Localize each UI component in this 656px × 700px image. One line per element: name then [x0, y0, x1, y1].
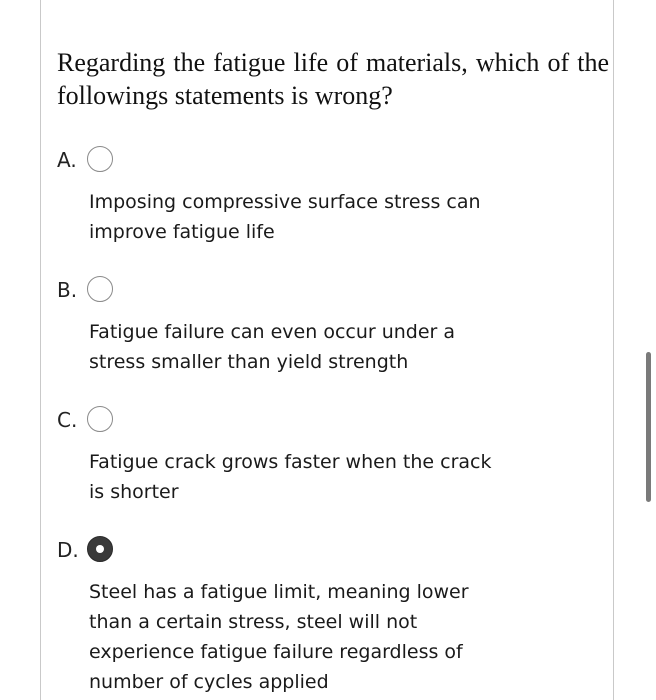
option-d-letter: D.: [57, 538, 79, 562]
option-a-radio-button[interactable]: [87, 146, 113, 172]
vertical-scrollbar[interactable]: [646, 352, 651, 502]
option-d-radio-button[interactable]: [87, 536, 113, 562]
option-b-letter: B.: [57, 278, 78, 302]
option-a-text: Imposing compressive surface stress can improve fatigue life: [89, 191, 481, 243]
question-text: Regarding the fatigue life of materials, which of the followings statements is wrong?: [57, 48, 609, 110]
option-b-radio-button[interactable]: [87, 276, 113, 302]
option-b-text: Fatigue failure can even occur under a stress smaller than yield strength: [89, 321, 456, 373]
option-a-letter: A.: [57, 148, 77, 172]
option-c-text: Fatigue crack grows faster when the crack is shorter: [89, 451, 492, 503]
option-c-letter: C.: [57, 408, 78, 432]
option-c-radio-button[interactable]: [87, 406, 113, 432]
option-d-text: Steel has a fatigue limit, meaning lower than a certain stress, steel will not experience fatigue failure regardless of number of cycles applied: [89, 581, 469, 693]
